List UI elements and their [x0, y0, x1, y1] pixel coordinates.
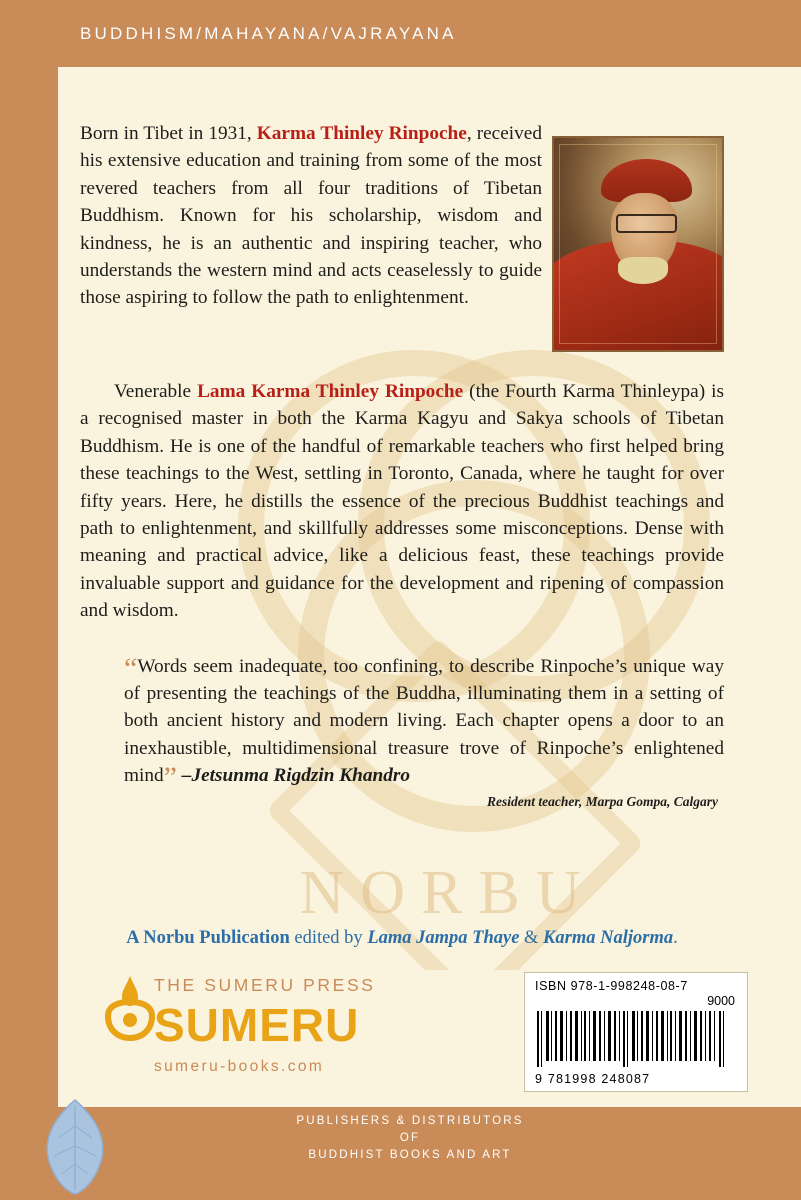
credit-editor-1: Lama Jampa Thaye	[367, 928, 520, 948]
cover-content	[80, 120, 724, 810]
isbn-barcode-box	[524, 972, 748, 1092]
watermark-norbu-text: NORBU	[299, 859, 597, 927]
publisher-name: SUMERU	[154, 999, 360, 1051]
lamp-icon	[100, 972, 160, 1050]
quote-attribution: –Jetsunma Rigdzin Khandro	[181, 765, 411, 787]
footer-text	[150, 1113, 670, 1164]
footer-line-1: PUBLISHERS & DISTRIBUTORS	[296, 1115, 524, 1127]
endorsement-quote	[124, 653, 724, 810]
author-photo	[552, 136, 724, 352]
footer-line-3: BUDDHIST BOOKS AND ART	[308, 1149, 512, 1161]
photo-glasses	[616, 214, 677, 233]
publisher-website: sumeru-books.com	[154, 1058, 325, 1075]
description-part2: (the Fourth Karma Thinleypa) is a recognised master in both the Karma Kagyu and Sakya schools of Tibetan Buddhism. He is one of the handful of remarkable teachers who first helped bring these teachings to the West, settling in Toronto, Canada, where he taught for over fifty years. Here, he distills the essence of the precious Buddhist teachings and path to enlightenment, and skillfully addresses some misconceptions. Dense with meaning and practical advice, like a delicious feast, these teachings provide invaluable support and guidance for the development and ripening of compassion and wisdom.	[80, 381, 724, 622]
publisher-main-row	[128, 998, 458, 1054]
bio-author-name: Karma Thinley Rinpoche	[256, 123, 467, 144]
bio-part1: Born in Tibet in 1931,	[80, 123, 257, 144]
category-band-text: BUDDHISM/MAHAYANA/VAJRAYANA	[80, 24, 457, 43]
author-bio-paragraph	[80, 120, 542, 312]
author-bio-section	[80, 120, 724, 352]
category-band	[0, 0, 801, 67]
bodhi-leaf-icon	[36, 1098, 114, 1196]
bio-part2: , received his extensive education and training from some of the most revered teachers from all four traditions of Tibetan Buddhism. Known for his scholarship, wisdom and kindness, he is an authentic and inspiring teacher, who understands the western mind and acts ceaselessly to guide those aspiring to follow the path to enlightenment.	[80, 123, 542, 309]
description-paragraph	[80, 378, 724, 625]
credit-lead: A Norbu Publication	[126, 928, 290, 948]
isbn-label: ISBN 978-1-998248-08-7	[535, 979, 688, 993]
credit-amp: &	[519, 928, 544, 948]
credit-middle: edited by	[289, 928, 368, 948]
publisher-top-line: THE SUMERU PRESS	[154, 975, 376, 995]
quote-open-mark: “	[124, 651, 138, 685]
credit-period: .	[673, 928, 678, 948]
footer-line-2: OF	[399, 1132, 421, 1144]
barcode-digits: 9 781998 248087	[535, 1072, 651, 1086]
quote-close-mark: ”	[163, 761, 177, 795]
publisher-logo-block	[128, 975, 458, 1076]
quote-body: Words seem inadequate, too confining, to describe Rinpoche’s unique way of presenting the teachings of the Buddha, illuminating them in a setting of both ancient history and modern living. Each chapter opens a door to an inexhaustible, multidimensional treasure trove of Rinpoche’s enlightened mind	[124, 655, 724, 787]
quote-paragraph	[124, 651, 724, 795]
quote-attribution-subtitle: Resident teacher, Marpa Gompa, Calgary	[486, 793, 718, 809]
description-part1: Venerable	[114, 381, 198, 402]
description-author-name: Lama Karma Thinley Rinpoche	[197, 381, 464, 402]
spine-bar	[0, 0, 58, 1200]
credit-editor-2: Karma Naljorma	[543, 928, 674, 948]
publication-credit	[80, 928, 724, 949]
barcode-image	[535, 1011, 735, 1067]
isbn-price-code: 9000	[707, 994, 735, 1008]
